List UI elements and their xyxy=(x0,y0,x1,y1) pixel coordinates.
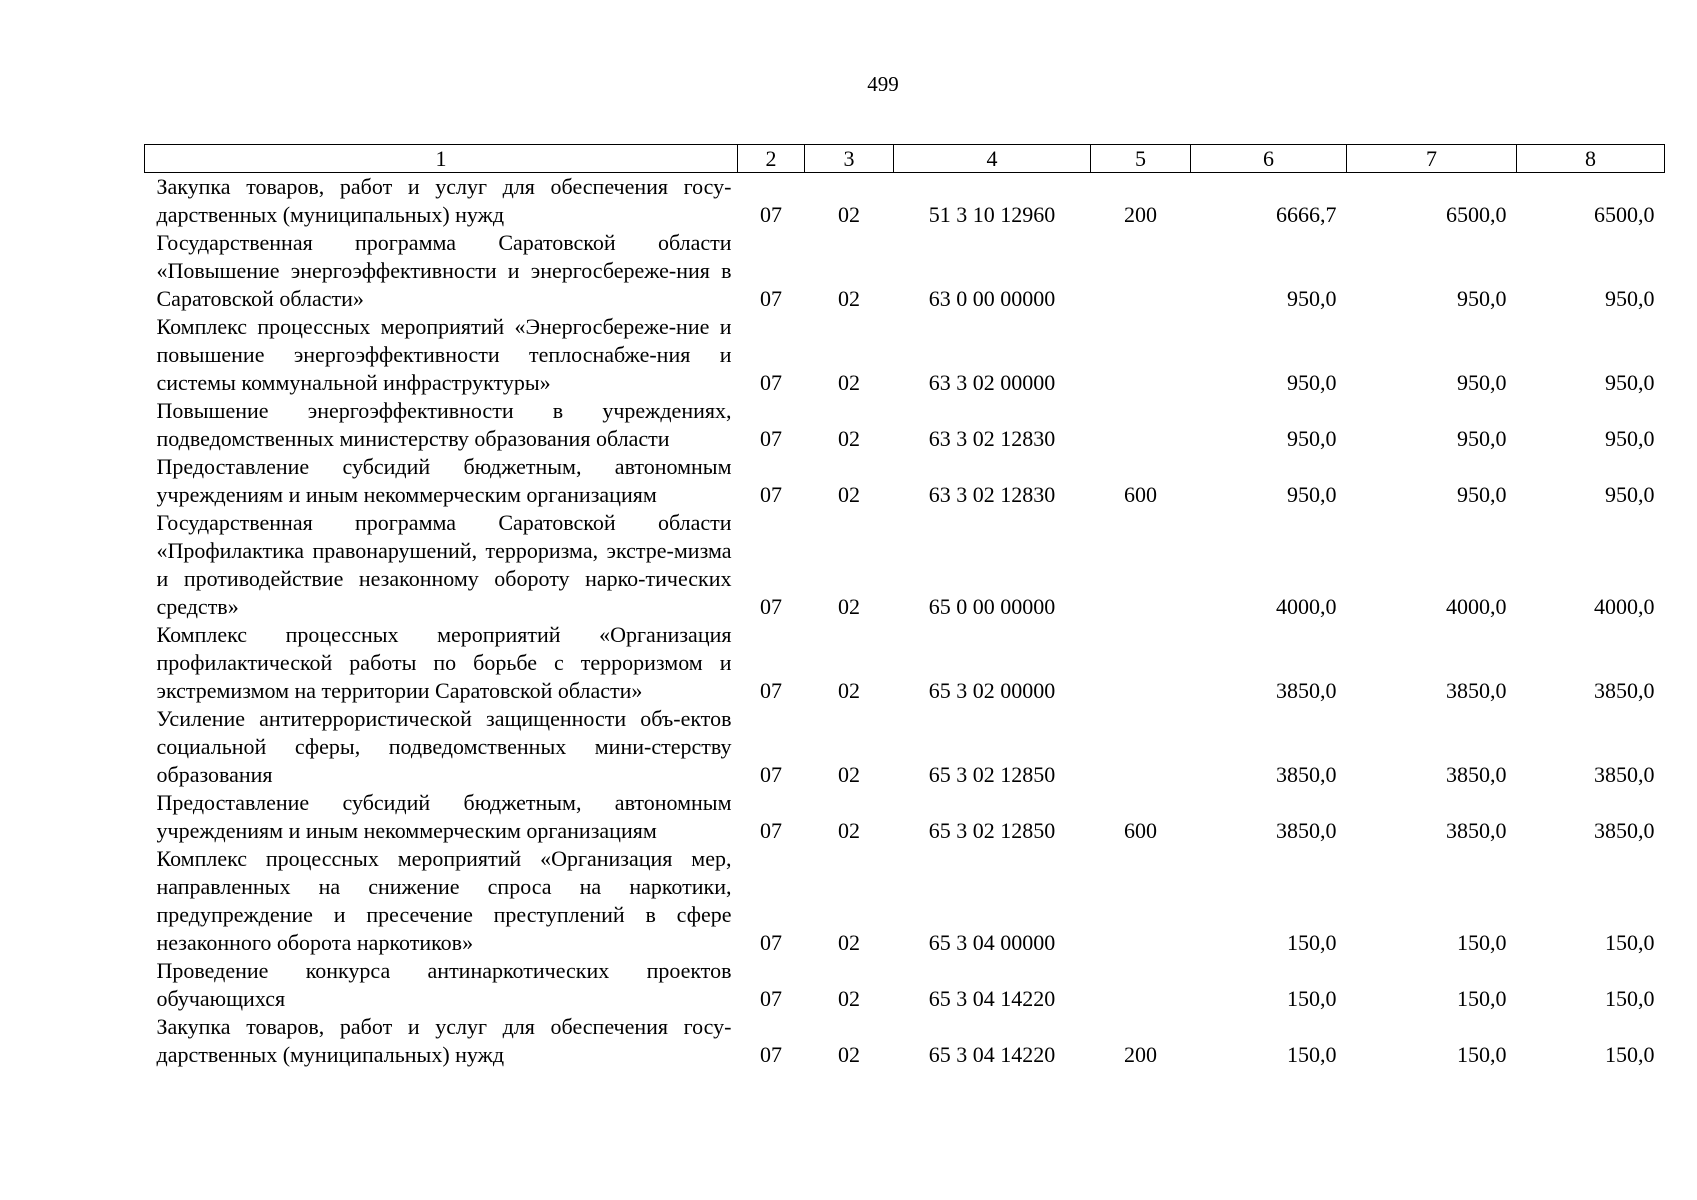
row-expense-type xyxy=(1091,397,1191,453)
header-col-1: 1 xyxy=(145,145,738,173)
row-amount-8: 6500,0 xyxy=(1594,202,1655,227)
row-amount-7: 950,0 xyxy=(1457,482,1507,507)
row-amount-6: 3850,0 xyxy=(1276,762,1337,787)
row-expense-type xyxy=(1091,621,1191,705)
row-expense-type xyxy=(1091,313,1191,397)
row-name: Государственная программа Саратовской области «Профилактика правонарушений, терроризма, экстре-мизма и противодействие незаконному обороту нарко-тических средств» xyxy=(156,510,732,619)
row-target-code: 65 3 02 00000 xyxy=(928,678,1056,703)
row-target-code: 63 3 02 12830 xyxy=(928,482,1056,507)
row-amount-7: 3850,0 xyxy=(1446,818,1507,843)
row-section: 07 xyxy=(760,426,782,451)
row-amount-7: 3850,0 xyxy=(1446,762,1507,787)
row-section: 07 xyxy=(760,1042,782,1067)
row-amount-8: 950,0 xyxy=(1605,426,1655,451)
table-row xyxy=(145,509,1665,621)
row-amount-6: 950,0 xyxy=(1287,426,1337,451)
row-section: 07 xyxy=(760,818,782,843)
row-name: Комплекс процессных мероприятий «Энергосбереже-ние и повышение энергоэффективности теплоснабже-ния и системы коммунальной инфраструктуры» xyxy=(156,314,732,395)
row-amount-6: 950,0 xyxy=(1287,370,1337,395)
row-target-code: 51 3 10 12960 xyxy=(928,202,1056,227)
row-name: Предоставление субсидий бюджетным, автономным учреждениям и иным некоммерческим организациям xyxy=(156,790,732,843)
row-name: Предоставление субсидий бюджетным, автономным учреждениям и иным некоммерческим организациям xyxy=(156,454,732,507)
row-subsection: 02 xyxy=(838,1042,860,1067)
row-target-code: 63 3 02 00000 xyxy=(928,370,1056,395)
row-subsection: 02 xyxy=(838,762,860,787)
row-target-code: 65 3 02 12850 xyxy=(928,818,1056,843)
row-expense-type xyxy=(1091,957,1191,1013)
row-expense-type: 600 xyxy=(1124,818,1157,843)
table-row xyxy=(145,229,1665,313)
row-expense-type xyxy=(1091,229,1191,313)
row-subsection: 02 xyxy=(838,594,860,619)
row-amount-7: 950,0 xyxy=(1457,426,1507,451)
row-subsection: 02 xyxy=(838,426,860,451)
row-amount-7: 950,0 xyxy=(1457,370,1507,395)
row-amount-6: 150,0 xyxy=(1287,1042,1337,1067)
row-section: 07 xyxy=(760,202,782,227)
row-amount-7: 150,0 xyxy=(1457,986,1507,1011)
row-section: 07 xyxy=(760,370,782,395)
row-amount-6: 4000,0 xyxy=(1276,594,1337,619)
row-section: 07 xyxy=(760,482,782,507)
header-col-7: 7 xyxy=(1347,145,1517,173)
table-body xyxy=(145,173,1665,1070)
row-name: Проведение конкурса антинаркотических проектов обучающихся xyxy=(156,958,732,1011)
row-target-code: 65 0 00 00000 xyxy=(928,594,1056,619)
row-subsection: 02 xyxy=(838,986,860,1011)
header-col-2: 2 xyxy=(738,145,805,173)
row-amount-6: 950,0 xyxy=(1287,286,1337,311)
row-name: Закупка товаров, работ и услуг для обеспечения госу-дарственных (муниципальных) нужд xyxy=(156,174,732,227)
row-amount-7: 4000,0 xyxy=(1446,594,1507,619)
row-amount-7: 3850,0 xyxy=(1446,678,1507,703)
row-name: Закупка товаров, работ и услуг для обеспечения госу-дарственных (муниципальных) нужд xyxy=(156,1014,732,1067)
table-header xyxy=(145,145,1665,173)
row-target-code: 65 3 04 00000 xyxy=(928,930,1056,955)
table-row xyxy=(145,1013,1665,1069)
row-subsection: 02 xyxy=(838,678,860,703)
row-target-code: 65 3 04 14220 xyxy=(928,986,1056,1011)
row-subsection: 02 xyxy=(838,482,860,507)
header-row xyxy=(145,145,1665,173)
row-amount-8: 950,0 xyxy=(1605,286,1655,311)
row-amount-6: 3850,0 xyxy=(1276,818,1337,843)
row-expense-type xyxy=(1091,845,1191,957)
row-name: Комплекс процессных мероприятий «Организация мер, направленных на снижение спроса на наркотики, предупреждение и пресечение преступлений в сфере незаконного оборота наркотиков» xyxy=(156,846,732,955)
row-amount-8: 150,0 xyxy=(1605,986,1655,1011)
row-amount-6: 150,0 xyxy=(1287,986,1337,1011)
table-row xyxy=(145,313,1665,397)
row-target-code: 63 0 00 00000 xyxy=(928,286,1056,311)
header-col-6: 6 xyxy=(1191,145,1347,173)
row-amount-7: 150,0 xyxy=(1457,1042,1507,1067)
row-amount-8: 3850,0 xyxy=(1594,762,1655,787)
row-amount-7: 950,0 xyxy=(1457,286,1507,311)
row-expense-type xyxy=(1091,509,1191,621)
row-amount-8: 950,0 xyxy=(1605,370,1655,395)
budget-table xyxy=(144,144,1665,1069)
row-amount-6: 150,0 xyxy=(1287,930,1337,955)
row-expense-type xyxy=(1091,705,1191,789)
table-row xyxy=(145,173,1665,230)
row-name: Комплекс процессных мероприятий «Организация профилактической работы по борьбе с терроризмом и экстремизмом на территории Саратовской области» xyxy=(156,622,732,703)
table-row xyxy=(145,453,1665,509)
row-amount-6: 6666,7 xyxy=(1276,202,1337,227)
row-amount-8: 3850,0 xyxy=(1594,678,1655,703)
row-amount-7: 6500,0 xyxy=(1446,202,1507,227)
table-row xyxy=(145,957,1665,1013)
row-amount-8: 4000,0 xyxy=(1594,594,1655,619)
table-row xyxy=(145,705,1665,789)
row-amount-8: 150,0 xyxy=(1605,1042,1655,1067)
row-target-code: 65 3 02 12850 xyxy=(928,762,1056,787)
row-amount-6: 3850,0 xyxy=(1276,678,1337,703)
row-section: 07 xyxy=(760,286,782,311)
row-section: 07 xyxy=(760,986,782,1011)
row-section: 07 xyxy=(760,678,782,703)
row-section: 07 xyxy=(760,930,782,955)
row-subsection: 02 xyxy=(838,818,860,843)
row-expense-type: 200 xyxy=(1124,1042,1157,1067)
table-row xyxy=(145,845,1665,957)
row-amount-8: 150,0 xyxy=(1605,930,1655,955)
header-col-5: 5 xyxy=(1091,145,1191,173)
header-col-3: 3 xyxy=(805,145,894,173)
row-target-code: 63 3 02 12830 xyxy=(928,426,1056,451)
row-name: Повышение энергоэффективности в учреждениях, подведомственных министерству образования области xyxy=(156,398,732,451)
row-expense-type: 600 xyxy=(1124,482,1157,507)
table-row xyxy=(145,621,1665,705)
header-col-8: 8 xyxy=(1517,145,1665,173)
row-amount-6: 950,0 xyxy=(1287,482,1337,507)
row-amount-8: 3850,0 xyxy=(1594,818,1655,843)
table-row xyxy=(145,789,1665,845)
row-section: 07 xyxy=(760,594,782,619)
page-number: 499 xyxy=(867,72,899,96)
row-amount-8: 950,0 xyxy=(1605,482,1655,507)
row-subsection: 02 xyxy=(838,202,860,227)
row-amount-7: 150,0 xyxy=(1457,930,1507,955)
row-expense-type: 200 xyxy=(1124,202,1157,227)
row-subsection: 02 xyxy=(838,930,860,955)
table-row xyxy=(145,397,1665,453)
row-subsection: 02 xyxy=(838,286,860,311)
row-section: 07 xyxy=(760,762,782,787)
row-target-code: 65 3 04 14220 xyxy=(928,1042,1056,1067)
header-col-4: 4 xyxy=(894,145,1091,173)
row-name: Усиление антитеррористической защищенности объ-ектов социальной сферы, подведомственных мини-стерству образования xyxy=(156,706,732,787)
row-subsection: 02 xyxy=(838,370,860,395)
row-name: Государственная программа Саратовской области «Повышение энергоэффективности и энергосбереже-ния в Саратовской области» xyxy=(156,230,732,311)
